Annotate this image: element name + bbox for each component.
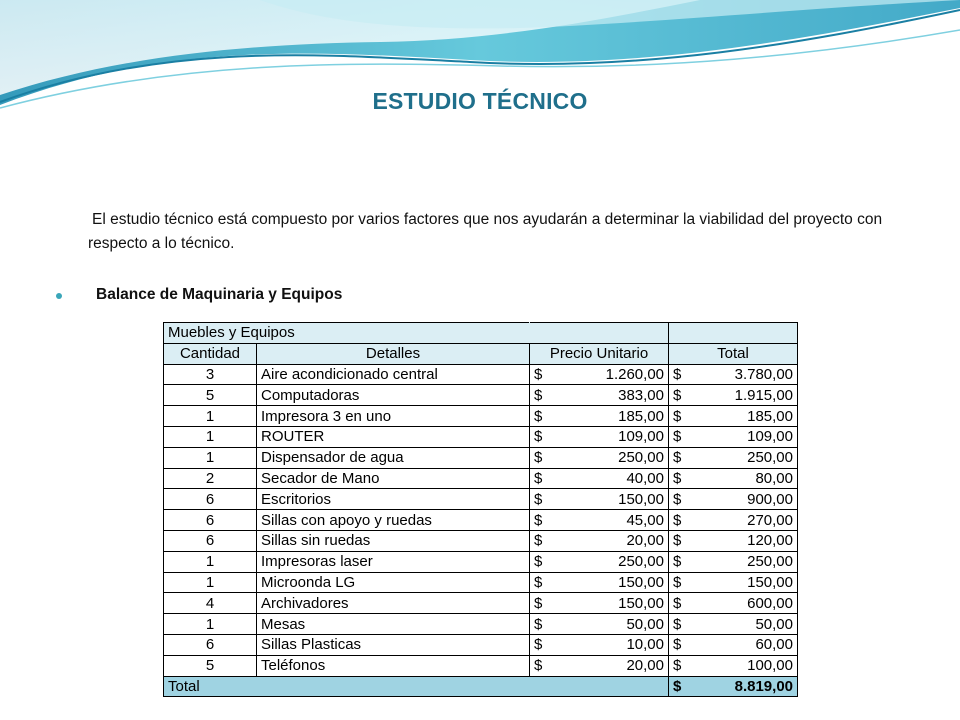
price-value: 150,00 — [618, 573, 664, 591]
cell-detail: Impresora 3 en uno — [257, 406, 530, 427]
currency-symbol: $ — [673, 615, 682, 633]
table-row — [164, 385, 798, 406]
price-value: 50,00 — [626, 615, 664, 633]
cell-detail: Secador de Mano — [257, 468, 530, 489]
column-header-cantidad: Cantidad — [164, 343, 257, 364]
cell-detail: Aire acondicionado central — [257, 364, 530, 385]
table-row — [164, 530, 798, 551]
currency-symbol: $ — [673, 365, 682, 383]
currency-symbol: $ — [673, 636, 682, 654]
price-value: 20,00 — [626, 532, 664, 550]
currency-symbol: $ — [534, 615, 543, 633]
currency-symbol: $ — [534, 657, 543, 675]
cell-qty: 1 — [164, 551, 257, 572]
cell-price — [530, 447, 669, 468]
cell-total — [669, 385, 798, 406]
cell-price — [530, 510, 669, 531]
currency-symbol: $ — [673, 490, 682, 508]
cell-qty: 6 — [164, 634, 257, 655]
cell-detail: Archivadores — [257, 593, 530, 614]
section-blank-cell — [530, 323, 669, 344]
total-label: Total — [164, 676, 669, 697]
cell-qty: 1 — [164, 614, 257, 635]
price-value: 10,00 — [626, 636, 664, 654]
currency-symbol: $ — [534, 573, 543, 591]
currency-symbol: $ — [534, 636, 543, 654]
cell-qty: 4 — [164, 593, 257, 614]
currency-symbol: $ — [534, 365, 543, 383]
cell-price — [530, 530, 669, 551]
price-value: 383,00 — [618, 386, 664, 404]
cell-detail: ROUTER — [257, 426, 530, 447]
currency-symbol: $ — [673, 553, 682, 571]
price-value: 185,00 — [618, 407, 664, 425]
column-header-total: Total — [669, 343, 798, 364]
currency-symbol: $ — [673, 677, 682, 695]
cell-detail: Dispensador de agua — [257, 447, 530, 468]
currency-symbol: $ — [534, 449, 543, 467]
total-value: 109,00 — [747, 428, 793, 446]
cell-total — [669, 426, 798, 447]
bullet-dot-icon — [56, 293, 62, 299]
currency-symbol: $ — [673, 469, 682, 487]
column-header-precio: Precio Unitario — [530, 343, 669, 364]
cell-price — [530, 468, 669, 489]
cell-price — [530, 614, 669, 635]
total-value: 120,00 — [747, 532, 793, 550]
cell-price — [530, 364, 669, 385]
cell-total — [669, 489, 798, 510]
cell-total — [669, 447, 798, 468]
cell-price — [530, 593, 669, 614]
currency-symbol: $ — [673, 428, 682, 446]
cell-total — [669, 593, 798, 614]
currency-symbol: $ — [673, 449, 682, 467]
total-value: 3.780,00 — [734, 365, 793, 383]
table-row — [164, 510, 798, 531]
currency-symbol: $ — [534, 469, 543, 487]
table-section-row — [164, 323, 798, 344]
total-value: 1.915,00 — [734, 386, 793, 404]
total-value: 250,00 — [747, 553, 793, 571]
currency-symbol: $ — [534, 553, 543, 571]
cell-qty: 5 — [164, 385, 257, 406]
section-blank-cell — [669, 323, 798, 344]
cell-total — [669, 572, 798, 593]
cell-qty: 6 — [164, 530, 257, 551]
cell-detail: Sillas con apoyo y ruedas — [257, 510, 530, 531]
price-value: 250,00 — [618, 553, 664, 571]
cell-total — [669, 530, 798, 551]
currency-symbol: $ — [534, 428, 543, 446]
cell-detail: Mesas — [257, 614, 530, 635]
currency-symbol: $ — [673, 511, 682, 529]
table-row — [164, 593, 798, 614]
total-value: 100,00 — [747, 657, 793, 675]
grand-total-value: 8.819,00 — [734, 677, 793, 695]
cell-price — [530, 426, 669, 447]
table-row — [164, 634, 798, 655]
cell-detail: Teléfonos — [257, 655, 530, 676]
price-value: 250,00 — [618, 449, 664, 467]
cell-qty: 6 — [164, 510, 257, 531]
currency-symbol: $ — [673, 594, 682, 612]
currency-symbol: $ — [673, 657, 682, 675]
cell-total — [669, 406, 798, 427]
cell-price — [530, 385, 669, 406]
cell-detail: Microonda LG — [257, 572, 530, 593]
price-value: 45,00 — [626, 511, 664, 529]
cell-total — [669, 655, 798, 676]
table-row — [164, 614, 798, 635]
page-title: ESTUDIO TÉCNICO — [372, 88, 588, 114]
cell-qty: 2 — [164, 468, 257, 489]
cell-price — [530, 634, 669, 655]
total-value: 50,00 — [755, 615, 793, 633]
cell-total — [669, 510, 798, 531]
cell-detail: Escritorios — [257, 489, 530, 510]
currency-symbol: $ — [534, 407, 543, 425]
price-value: 109,00 — [618, 428, 664, 446]
intro-paragraph — [88, 208, 918, 256]
currency-symbol: $ — [673, 407, 682, 425]
total-value: 80,00 — [755, 469, 793, 487]
cell-qty: 1 — [164, 406, 257, 427]
cell-qty: 6 — [164, 489, 257, 510]
currency-symbol: $ — [534, 511, 543, 529]
currency-symbol: $ — [534, 490, 543, 508]
price-value: 20,00 — [626, 657, 664, 675]
cell-price — [530, 655, 669, 676]
currency-symbol: $ — [534, 594, 543, 612]
total-value: 270,00 — [747, 511, 793, 529]
cell-detail: Impresoras laser — [257, 551, 530, 572]
currency-symbol: $ — [673, 386, 682, 404]
cell-price — [530, 551, 669, 572]
cell-total — [669, 468, 798, 489]
table-row — [164, 468, 798, 489]
table-row — [164, 406, 798, 427]
section-label: Muebles y Equipos — [164, 323, 530, 344]
total-value: 185,00 — [747, 407, 793, 425]
currency-symbol: $ — [534, 532, 543, 550]
cell-detail: Sillas Plasticas — [257, 634, 530, 655]
price-value: 150,00 — [618, 594, 664, 612]
cell-price — [530, 489, 669, 510]
table-row — [164, 426, 798, 447]
intro-text: El estudio técnico está compuesto por varios factores que nos ayudarán a determinar la viabilidad del proyecto con respecto a lo técnico. — [88, 211, 883, 252]
total-value: 60,00 — [755, 636, 793, 654]
cell-detail: Computadoras — [257, 385, 530, 406]
cell-price — [530, 406, 669, 427]
cell-qty: 1 — [164, 572, 257, 593]
bullet-text: Balance de Maquinaria y Equipos — [96, 286, 343, 303]
cell-total — [669, 551, 798, 572]
price-value: 150,00 — [618, 490, 664, 508]
cell-total — [669, 614, 798, 635]
table-row — [164, 364, 798, 385]
table-total-row — [164, 676, 798, 697]
total-value: 600,00 — [747, 594, 793, 612]
total-value: 150,00 — [747, 573, 793, 591]
table-row — [164, 551, 798, 572]
cell-qty: 1 — [164, 426, 257, 447]
price-value: 1.260,00 — [605, 365, 664, 383]
table-row — [164, 572, 798, 593]
price-value: 40,00 — [626, 469, 664, 487]
equipment-table — [163, 322, 798, 697]
currency-symbol: $ — [534, 386, 543, 404]
cell-price — [530, 572, 669, 593]
currency-symbol: $ — [673, 532, 682, 550]
total-value: 900,00 — [747, 490, 793, 508]
table-row — [164, 489, 798, 510]
column-header-detalles: Detalles — [257, 343, 530, 364]
cell-total — [669, 364, 798, 385]
cell-qty: 5 — [164, 655, 257, 676]
total-value: 250,00 — [747, 449, 793, 467]
table-header-row — [164, 343, 798, 364]
grand-total-cell — [669, 676, 798, 697]
table-row — [164, 655, 798, 676]
cell-qty: 3 — [164, 364, 257, 385]
cell-qty: 1 — [164, 447, 257, 468]
cell-detail: Sillas sin ruedas — [257, 530, 530, 551]
currency-symbol: $ — [673, 573, 682, 591]
cell-total — [669, 634, 798, 655]
table-row — [164, 447, 798, 468]
